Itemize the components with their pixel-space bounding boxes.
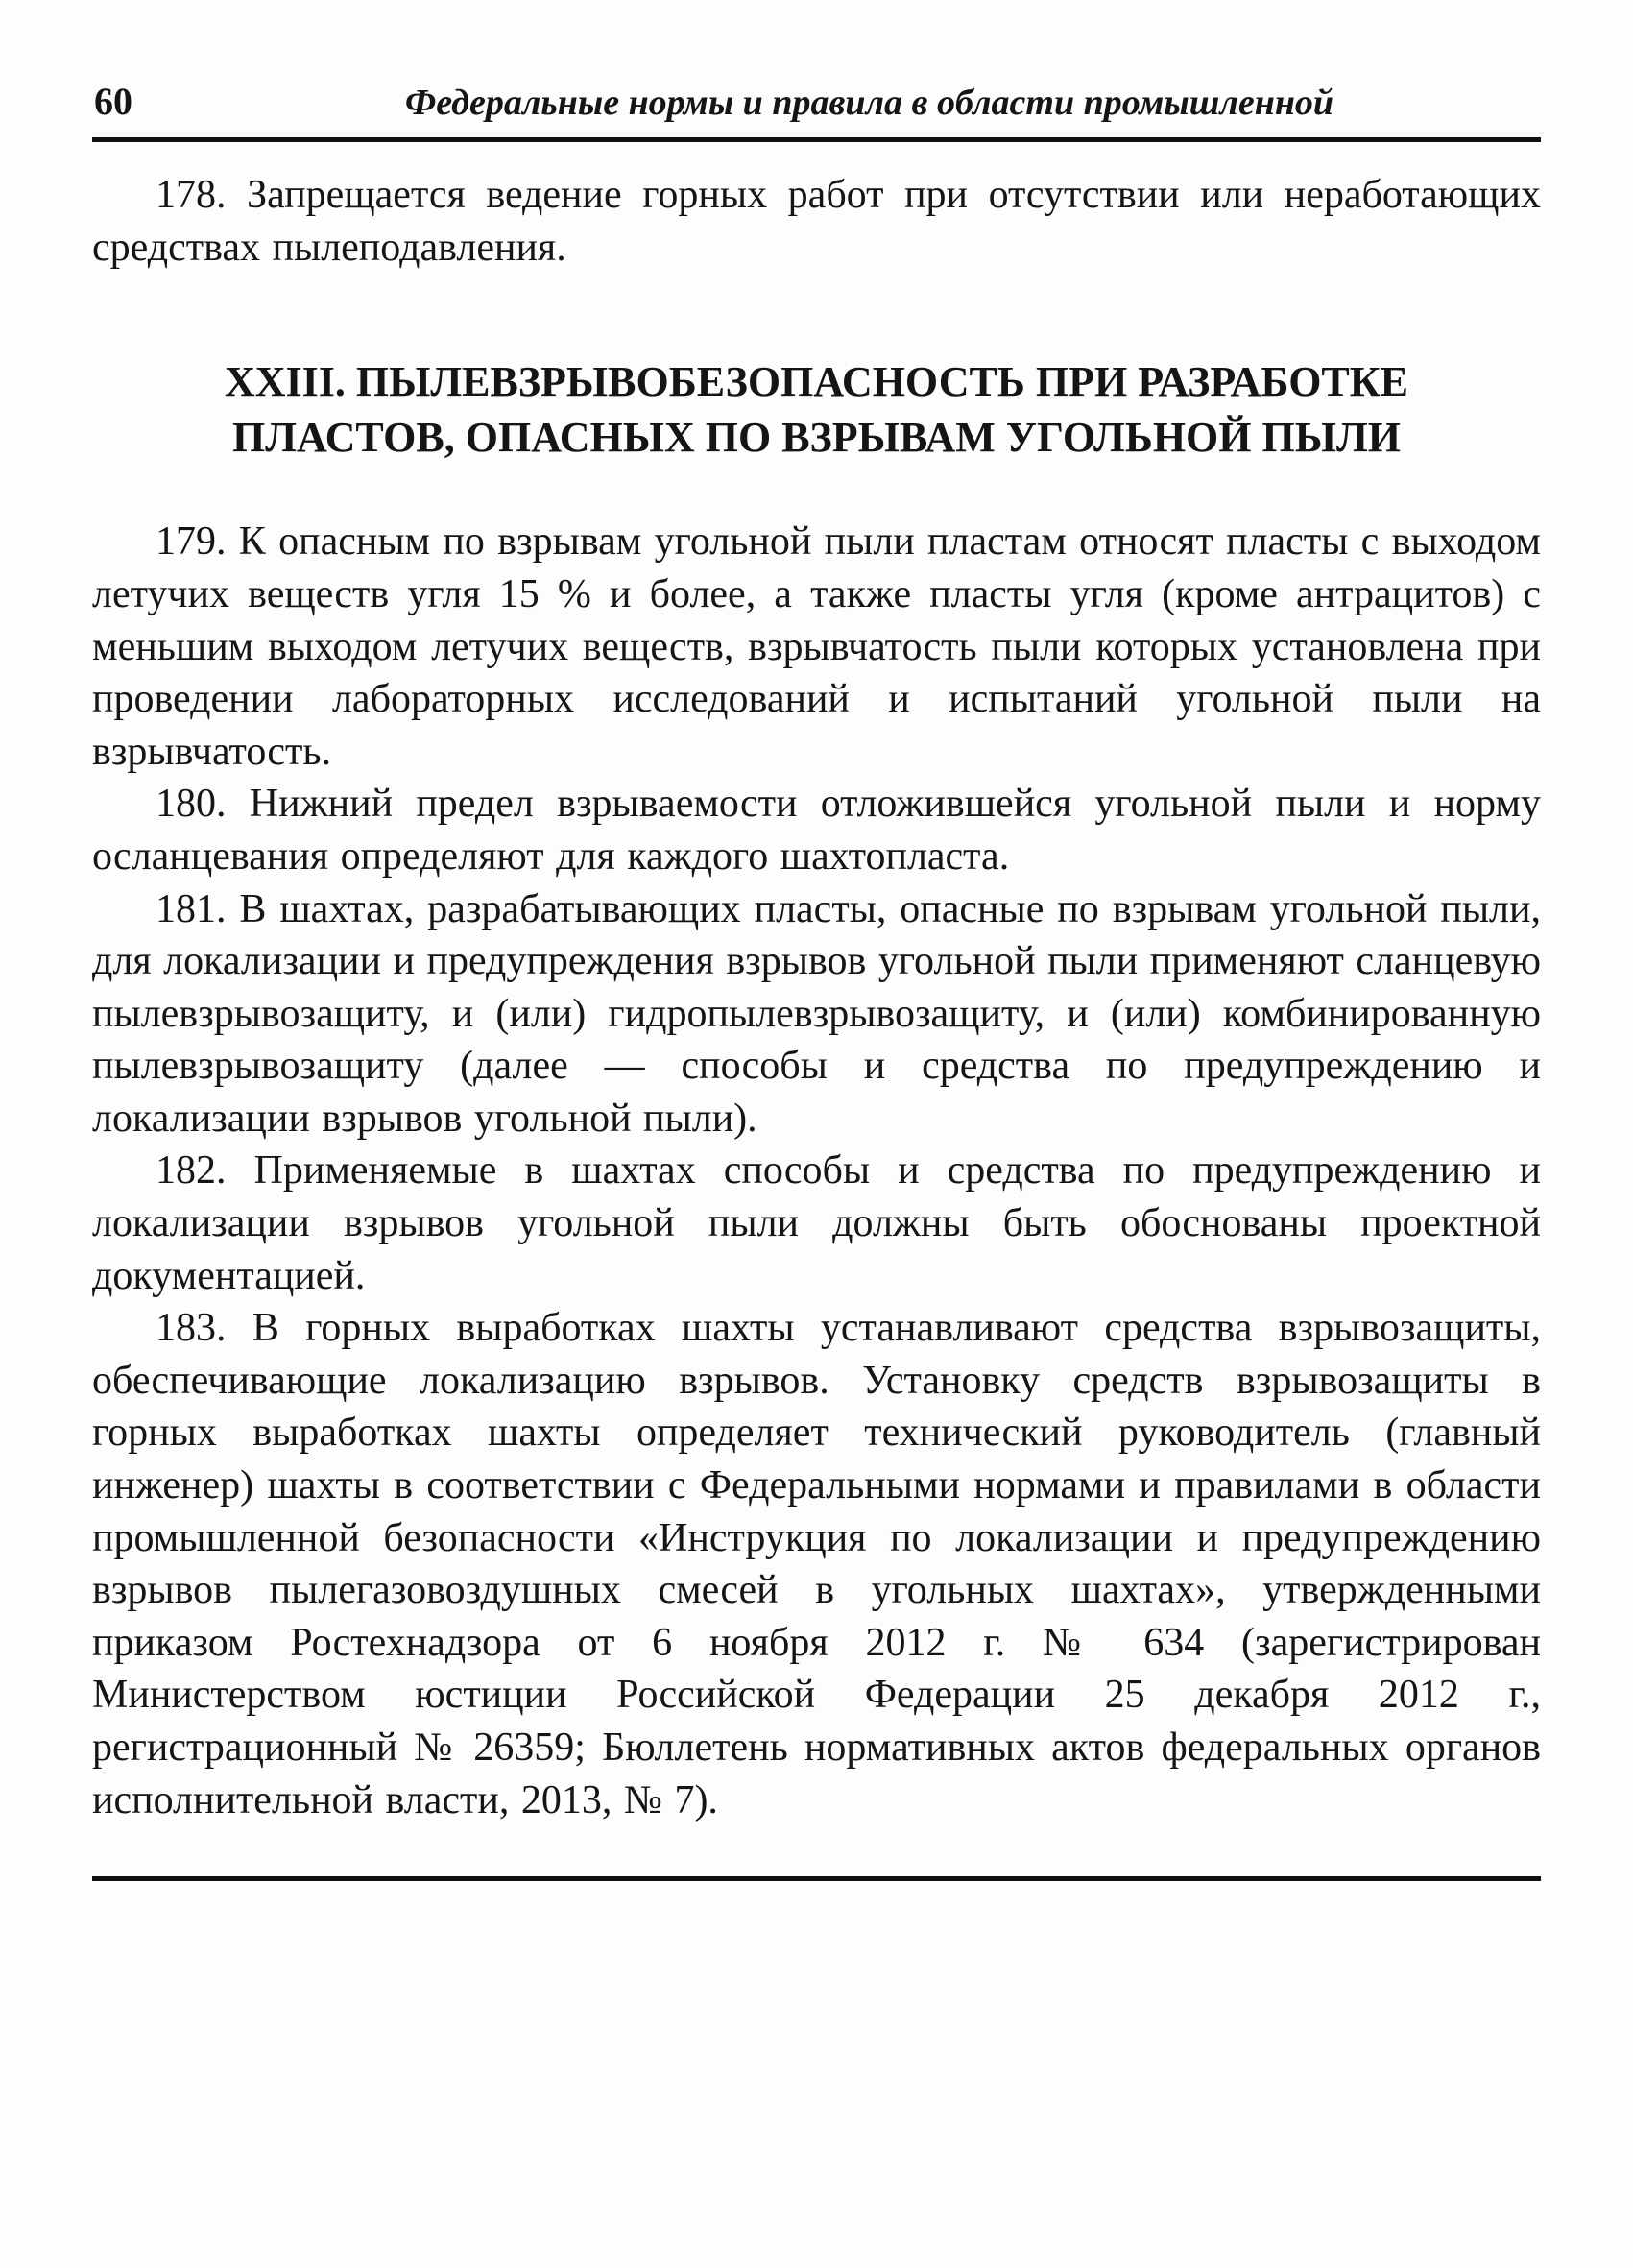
paragraph-181: 181. В шахтах, разрабатывающих пласты, опасные по взрывам угольной пыли, для локализации и предупреждения взрывов угольной пыли применяют сланцевую пылевзрывозащиту, и (или) гидропылевзрывозащиту, и (или) комбинированную пылевзрывозащиту (далее — способы и средства по предупреждению и локализации взрывов угольной пыли). [92,886,1541,1141]
paragraph-183: 183. В горных выработках шахты устанавливают средства взрывозащиты, обеспечивающие локализацию взрывов. Установку средств взрывозащиты в горных выработках шахты определяет технический руководитель (главный инженер) шахты в соответствии с Федеральными нормами и правилами в области промышленной безопасности «Инструкция по локализации и предупреждению взрывов пылегазовоздушных смесей в угольных шахтах», утвержденными приказом Ростехнадзора от 6 ноября 2012 г. № 634 (зарегистрирован Министерством юстиции Российской Федерации 25 декабря 2012 г., регистрационный № 26359; Бюллетень нормативных актов федеральных органов исполнительной власти, 2013, № 7). [92,1306,1541,1822]
bottom-rule [92,1876,1541,1881]
section-heading [121,354,1512,466]
page-header [92,79,1541,124]
section-heading-line-2: ПЛАСТОВ, ОПАСНЫХ ПО ВЗРЫВАМ УГОЛЬНОЙ ПЫЛИ [232,414,1401,462]
page-number: 60 [94,80,132,123]
page-body [92,169,1541,1826]
paragraph-178: 178. Запрещается ведение горных работ при отсутствии или неработающих средствах пылеподавления. [92,173,1541,270]
paragraph-179: 179. К опасным по взрывам угольной пыли пластам относят пласты с выходом летучих веществ угля 15 % и более, а также пласты угля (кроме антрацитов) с меньшим выходом летучих веществ, взрывчатость пыли которых установлена при проведении лабораторных исследований и испытаний угольной пыли на взрывчатость. [92,519,1541,774]
paragraph-180: 180. Нижний предел взрываемости отложившейся угольной пыли и норму осланцевания определяют для каждого шахтопласта. [92,782,1541,879]
header-rule [92,137,1541,142]
paragraph-182: 182. Применяемые в шахтах способы и средства по предупреждению и локализации взрывов угольной пыли должны быть обоснованы проектной документацией. [92,1148,1541,1298]
running-title: Федеральные нормы и правила в области промышленной [404,83,1334,123]
section-heading-line-1: XXIII. ПЫЛЕВЗРЫВОБЕЗОПАСНОСТЬ ПРИ РАЗРАБОТКЕ [224,358,1409,406]
